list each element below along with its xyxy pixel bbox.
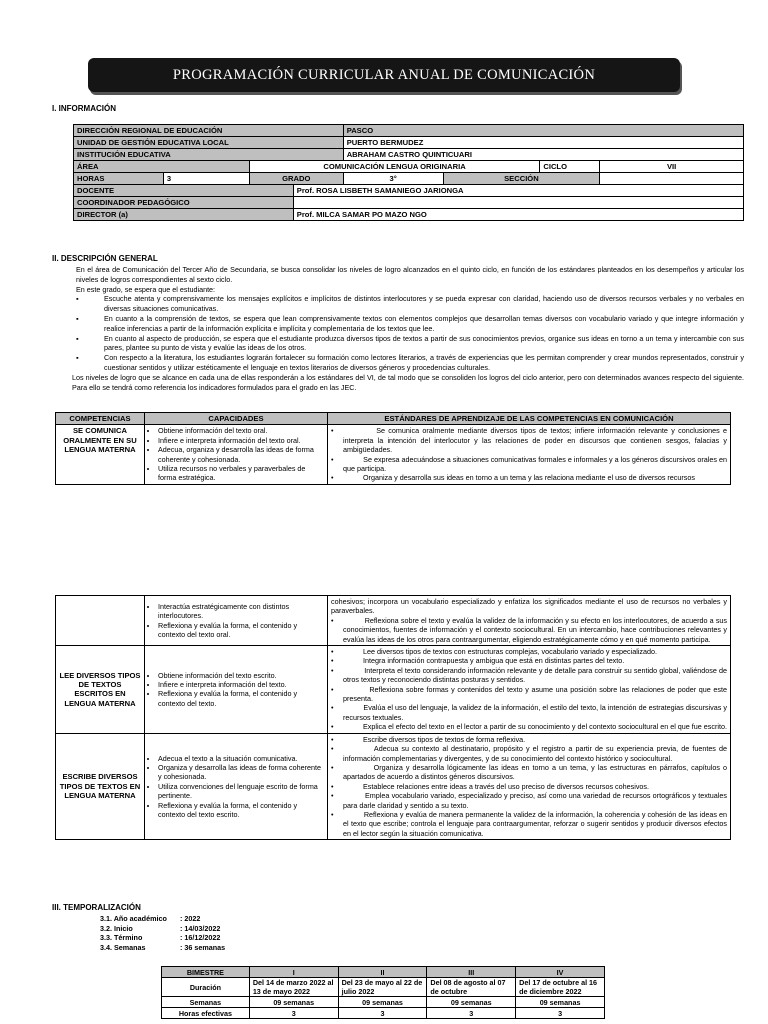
description-text — [72, 265, 744, 392]
competencia-name: LEE DIVERSOS TIPOS DE TEXTOS ESCRITOS EN LENGUA MATERNA — [56, 646, 145, 734]
header-capacidades: CAPACIDADES — [145, 413, 328, 425]
duracion-value: Del 23 de mayo al 22 de julio 2022 — [338, 978, 427, 997]
seccion-value — [600, 173, 744, 185]
dre-value: PASCO — [343, 125, 743, 137]
bullet-icon: • — [331, 809, 334, 819]
grado-value: 3° — [343, 173, 443, 185]
semanas-value: 09 semanas — [516, 997, 605, 1008]
capacidad-item: • Obtiene información del texto oral. — [158, 426, 324, 435]
ie-value: ABRAHAM CASTRO QUINTICUARI — [343, 149, 743, 161]
estandares-list — [331, 426, 727, 482]
capacidad-item: • Reflexiona y evalúa la forma, el contenido y contexto del texto. — [158, 689, 324, 708]
bimestre-header: I — [249, 967, 338, 978]
semanas-value: 09 semanas — [427, 997, 516, 1008]
bullet-icon: • — [331, 426, 334, 436]
desc-paragraph: En este grado, se espera que el estudiante: — [76, 284, 216, 294]
desc-bullet: ▪ En cuanto a la comprensión de textos, se espera que lean comprensivamente textos con elementos complejos que desarrollan temas diversos con vocabulario variado y que integre información y realice inferencias a partir de la información explícita e implícita y complementaria de los textos que lee. — [76, 313, 744, 333]
capacidad-item: • Infiere e interpreta información del texto. — [158, 680, 324, 689]
capacidad-item: • Utiliza convenciones del lenguaje escrito de forma pertinente. — [158, 782, 324, 801]
competencias-table-continued — [55, 595, 731, 840]
docente-label: DOCENTE — [74, 185, 294, 197]
estandar-item: • Establece relaciones entre ideas a través del uso preciso de diversos recursos cohesivos. — [331, 781, 650, 791]
info-table — [73, 124, 744, 221]
capacidad-item: • Utiliza recursos no verbales y paraverbales de forma estratégica. — [158, 464, 324, 483]
capacidades-list — [148, 426, 324, 482]
estandar-item: • Escribe diversos tipos de textos de forma reflexiva. — [331, 734, 526, 744]
header-estandares: ESTÁNDARES DE APRENDIZAJE DE LAS COMPETENCIAS EN COMUNICACIÓN — [328, 413, 731, 425]
temporalizacion-item: 3.1. Año académico : 2022 — [100, 914, 201, 923]
horas-efectivas-value: 3 — [427, 1008, 516, 1019]
capacidades-list — [148, 754, 324, 820]
bimestre-header: BIMESTRE — [162, 967, 250, 978]
competencia-name — [56, 596, 145, 646]
duracion-value: Del 08 de agosto al 07 de octubre — [427, 978, 516, 997]
ugel-value: PUERTO BERMUDEZ — [343, 137, 743, 149]
director-label: DIRECTOR (a) — [74, 209, 294, 221]
horas-efectivas-value: 3 — [249, 1008, 338, 1019]
competencia-name: SE COMUNICA ORALMENTE EN SU LENGUA MATERNA — [56, 425, 145, 484]
capacidades-list — [148, 671, 324, 709]
capacidades-list — [148, 602, 324, 640]
estandar-item: • Adecua su contexto al destinatario, propósito y el registro a partir de su experiencia previa, de fuentes de información complementarias y divergentes, y de su conocimiento del contexto histórico y sociocultural. — [331, 744, 727, 763]
ie-label: INSTITUCIÓN EDUCATIVA — [74, 149, 344, 161]
temporalizacion-item: 3.4. Semanas : 36 semanas — [100, 942, 226, 952]
desc-paragraph: En el área de Comunicación del Tercer Año de Secundaria, se busca consolidar los niveles de logro alcanzados en el quinto ciclo, en función de los estándares planteados en los desempeños y articular los niveles de logros correspondientes al sexto ciclo. — [76, 265, 744, 284]
horas-value: 3 — [163, 173, 249, 185]
estandar-item: • Emplea vocabulario variado, especializado y preciso, así como una variedad de recursos ortográficos y textuales para darle claridad y sentido a su texto. — [331, 791, 727, 810]
section-descripcion-heading: II. DESCRIPCIÓN GENERAL — [52, 254, 158, 263]
duracion-label: Duración — [162, 978, 250, 997]
bullet-square-icon: ▪ — [76, 353, 79, 363]
estandar-item: • Lee diversos tipos de textos con estructuras complejas, vocabulario variado y especializado. — [331, 647, 658, 657]
estandar-item: • Evalúa el uso del lenguaje, la validez de la información, el estilo del texto, la intención de estrategias discursivas y recursos textuales. — [331, 703, 727, 722]
semanas-value: 09 semanas — [338, 997, 427, 1008]
desc-bullet: ▪ En cuanto al aspecto de producción, se espera que el estudiante produzca diversos tipos de textos a partir de sus conocimientos previos, organice sus ideas en torno a un tema y intercambie con sus pares, plantee su punto de vista y evalúe las ideas de los otros. — [76, 333, 744, 353]
bullet-square-icon: ▪ — [76, 313, 79, 323]
coordinador-value — [293, 197, 743, 209]
horas-efectivas-value: 3 — [338, 1008, 427, 1019]
bullet-icon: • — [331, 762, 334, 772]
area-label: ÁREA — [74, 161, 250, 173]
bullet-icon: • — [331, 684, 334, 694]
bullet-icon: • — [331, 703, 334, 713]
horas-label: HORAS — [74, 173, 164, 185]
capacidad-item: • Organiza y desarrolla las ideas de forma coherente y cohesionada. — [158, 763, 324, 782]
director-value: Prof. MILCA SAMAR PO MAZO NGO — [293, 209, 743, 221]
bullet-icon: • — [331, 665, 334, 675]
estandar-item: • Se comunica oralmente mediante diversos tipos de textos; infiere información relevante y conclusiones e interpreta la intención del interlocutor y las relaciones de poder en discursos que contienen sesgos, falacias y ambigüedades. — [331, 426, 727, 455]
section-temporalizacion-heading: III. TEMPORALIZACIÓN — [52, 903, 141, 912]
horas-efectivas-label: Horas efectivas — [162, 1008, 250, 1019]
bullet-icon: • — [331, 722, 334, 732]
competencias-table — [55, 412, 731, 485]
bimestre-table — [161, 966, 605, 1019]
ciclo-label: CICLO — [540, 161, 600, 173]
temporalizacion-item: 3.3. Término : 16/12/2022 — [100, 933, 221, 943]
table-row — [56, 596, 731, 646]
estandares-list — [331, 735, 727, 838]
estandares-list: cohesivos; incorpora un vocabulario especializado y enfatiza los significados mediante el uso de recursos no verbales y paraverbales. • Reflexiona sobre el texto y evalúa la validez de la información y su efecto en los interlocutores, de acuerdo a sus conocimientos, fuentes de información y el contexto sociocultural. En un intercambio, hace contribuciones relevantes y evalúa las ideas de los otros para contraargumentar, eligiendo estratégicamente cómo y en qué momento participa. — [331, 597, 727, 644]
bimestre-header: II — [338, 967, 427, 978]
estandar-item: • Se expresa adecuándose a situaciones comunicativas formales e informales y a los géneros discursivos orales en que participa. — [331, 454, 727, 474]
capacidad-item: • Infiere e interpreta información del texto oral. — [158, 436, 324, 445]
capacidad-item: • Obtiene información del texto escrito. — [158, 671, 324, 680]
capacidad-item: • Reflexiona y evalúa la forma, el contenido y contexto del texto oral. — [158, 621, 324, 640]
bimestre-header: IV — [516, 967, 605, 978]
temporalizacion-item: 3.2. Inicio : 14/03/2022 — [100, 923, 221, 933]
bullet-square-icon: ▪ — [76, 333, 79, 343]
desc-bullet: ▪ Con respecto a la literatura, los estudiantes lograrán fortalecer su formación como lectores literarios, a través de experiencias que les permitan comprender y crear mundos representados, construir y cuestionar sentidos y utilizar estéticamente el lenguaje en textos literarios de diversos géneros y procedencias culturales. — [76, 353, 744, 372]
seccion-label: SECCIÓN — [443, 173, 600, 185]
estandar-item: • Reflexiona y evalúa de manera permanente la validez de la información, la coherencia y cohesión de las ideas en el texto que escribe; controla el lenguaje para contraargumentar, reforzar o sugerir sentidos y producir diversos efectos en el lector según la situación comunicativa. — [331, 809, 727, 838]
semanas-value: 09 semanas — [249, 997, 338, 1008]
horas-efectivas-value: 3 — [516, 1008, 605, 1019]
desc-paragraph: Los niveles de logro que se alcance en cada una de ellas responderán a los estándares del VI, de tal modo que se consoliden los logros del ciclo anterior, pero con determinados avances respecto del siguiente. Para ello se tendrá como referencia los indicadores formulados para el grado en las JEC. — [72, 372, 744, 392]
section-informacion-heading: I. INFORMACIÓN — [52, 104, 116, 113]
bullet-icon: • — [331, 791, 334, 801]
docente-value: Prof. ROSA LISBETH SAMANIEGO JARIONGA — [293, 185, 743, 197]
competencia-name: ESCRIBE DIVERSOS TIPOS DE TEXTOS EN LENGUA MATERNA — [56, 733, 145, 839]
estandares-list — [331, 647, 727, 732]
temporalizacion-list — [100, 914, 225, 952]
estandar-item: • Organiza y desarrolla lógicamente las ideas en torno a un tema, y las estructuras en párrafos, capítulos o apartados de acuerdo a distintos géneros discursivos. — [331, 762, 727, 782]
estandar-item: • Organiza y desarrolla sus ideas en torno a un tema y las relaciona mediante el uso de diversos recursos — [331, 473, 695, 483]
desc-bullet: ▪ Escuche atenta y comprensivamente los mensajes explícitos e implícitos de distintos interlocutores y se pueda expresar con claridad, haciendo uso de diversos recursos verbales y no verbales en diversas situaciones comunicativas. — [76, 294, 744, 314]
bullet-square-icon: ▪ — [76, 294, 79, 304]
duracion-value: Del 17 de octubre al 16 de diciembre 2022 — [516, 978, 605, 997]
estandar-item: • Interpreta el texto considerando información relevante y de detalle para construir su sentido global, valiéndose de otros textos y reconociendo distintas posturas y sentidos. — [331, 665, 727, 685]
ciclo-value: VII — [600, 161, 744, 173]
coordinador-label: COORDINADOR PEDAGÓGICO — [74, 197, 294, 209]
capacidad-item: • Adecua, organiza y desarrolla las ideas de forma coherente y cohesionada. — [158, 445, 324, 464]
capacidad-item: • Interactúa estratégicamente con distintos interlocutores. — [158, 602, 324, 621]
bullet-icon: • — [331, 656, 334, 666]
duracion-value: Del 14 de marzo 2022 al 13 de mayo 2022 — [249, 978, 338, 997]
capacidad-item: • Adecua el texto a la situación comunicativa. — [158, 754, 324, 763]
bullet-icon: • — [331, 473, 334, 483]
ugel-label: UNIDAD DE GESTIÓN EDUCATIVA LOCAL — [74, 137, 344, 149]
bullet-icon: • — [331, 615, 334, 625]
bullet-icon: • — [331, 734, 334, 744]
header-competencias: COMPETENCIAS — [56, 413, 145, 425]
estandar-item: • Explica el efecto del texto en el lector a partir de su conocimiento y del contexto sociocultural en el que fue escrito. — [331, 722, 727, 732]
estandar-item: • Integra información contrapuesta y ambigua que está en distintas partes del texto. — [331, 656, 625, 666]
estandar-item: • Reflexiona sobre formas y contenidos del texto y asume una posición sobre las relaciones de poder que este presenta. — [331, 684, 727, 704]
bullet-icon: • — [331, 454, 334, 464]
page-title: PROGRAMACIÓN CURRICULAR ANUAL DE COMUNICACIÓN — [88, 58, 680, 92]
grado-label: GRADO — [249, 173, 343, 185]
table-row — [56, 425, 731, 484]
dre-label: DIRECCIÓN REGIONAL DE EDUCACIÓN — [74, 125, 344, 137]
bullet-icon: • — [331, 647, 334, 657]
semanas-label: Semanas — [162, 997, 250, 1008]
area-value: COMUNICACIÓN LENGUA ORIGINARIA — [249, 161, 540, 173]
estandar-item: • Reflexiona sobre el texto y evalúa la validez de la información y su efecto en los interlocutores, de acuerdo a sus conocimientos, fuentes de información y el contexto sociocultural. En un intercambio, hace contribuciones relevantes y evalúa las ideas de los otros para contraargumentar, eligiendo estratégicamente cómo y en qué momento participa. — [331, 615, 727, 644]
bimestre-header: III — [427, 967, 516, 978]
bullet-icon: • — [331, 744, 334, 754]
table-row — [56, 646, 731, 734]
bullet-icon: • — [331, 781, 334, 791]
table-row — [56, 733, 731, 839]
capacidad-item: • Reflexiona y evalúa la forma, el contenido y contexto del texto escrito. — [158, 801, 324, 820]
